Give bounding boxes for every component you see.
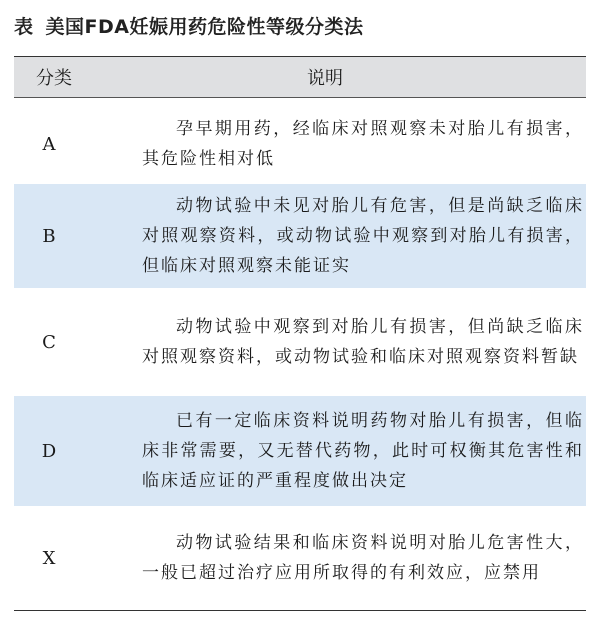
row-category: B [42,225,56,247]
table-row [14,506,586,611]
header-description: 说明 [307,68,343,89]
table-row [14,288,586,396]
table-row [14,396,586,506]
row-category: A [42,133,56,155]
row-category: X [42,547,56,569]
row-category: C [42,331,56,353]
row-description: 动物试验中观察到对胎儿有损害，但尚缺乏临床对照观察资料，或动物试验和临床对照观察资料暂缺 [142,317,584,367]
table-header [14,56,586,98]
table-row [14,104,586,184]
caption-title: 美国FDA妊娠用药危险性等级分类法 [45,16,364,38]
caption-label: 表 [14,16,34,38]
row-description: 动物试验中未见对胎儿有危害，但是尚缺乏临床对照观察资料，或动物试验中观察到对胎儿有损害，但临床对照观察未能证实 [142,196,584,276]
header-category: 分类 [36,68,72,89]
row-description: 已有一定临床资料说明药物对胎儿有损害，但临床非常需要，又无替代药物，此时可权衡其危害性和临床适应证的严重程度做出决定 [142,411,584,491]
row-description: 动物试验结果和临床资料说明对胎儿危害性大，一般已超过治疗应用所取得的有利效应，应禁用 [142,533,584,583]
row-category: D [41,440,57,462]
row-description: 孕早期用药，经临床对照观察未对胎儿有损害，其危险性相对低 [142,119,584,169]
table-caption [14,12,363,39]
table-row [14,184,586,288]
fda-category-table [14,56,586,611]
